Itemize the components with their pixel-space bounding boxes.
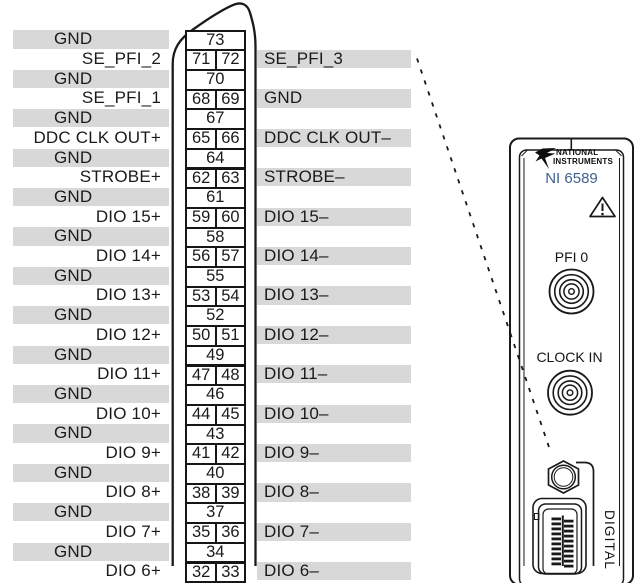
gnd-row-highlight bbox=[13, 267, 169, 285]
left-signal-label: SE_PFI_2 bbox=[0, 50, 161, 68]
gnd-row-highlight bbox=[13, 109, 169, 127]
vhdci-connector-icon bbox=[533, 463, 594, 575]
pin-number: 39 bbox=[215, 485, 243, 503]
pin-number: 50 bbox=[187, 327, 215, 345]
pin-number: 67 bbox=[187, 110, 244, 128]
pin-row bbox=[185, 483, 246, 505]
gnd-row-highlight bbox=[13, 424, 169, 442]
pin-number: 55 bbox=[187, 268, 244, 286]
pin-row bbox=[185, 562, 246, 583]
right-signal-label: DIO 11– bbox=[257, 365, 411, 383]
gnd-row-highlight bbox=[13, 70, 169, 88]
pin-number: 71 bbox=[187, 51, 215, 69]
pin-row bbox=[185, 128, 246, 150]
pin-number: 36 bbox=[215, 524, 243, 542]
gnd-label: GND bbox=[13, 385, 169, 403]
pin-row bbox=[185, 463, 246, 485]
gnd-label: GND bbox=[13, 149, 169, 167]
pfi0-sma-connector-icon bbox=[550, 270, 594, 314]
pin-row bbox=[185, 266, 246, 288]
pin-row bbox=[185, 404, 246, 426]
pfi0-label: PFI 0 bbox=[519, 249, 624, 265]
gnd-label: GND bbox=[13, 543, 169, 561]
right-signal-label: DDC CLK OUT– bbox=[257, 129, 411, 147]
right-signal-label: DIO 14– bbox=[257, 247, 411, 265]
left-signal-label: DDC CLK OUT+ bbox=[0, 129, 161, 147]
pin-row bbox=[185, 148, 246, 170]
left-signal-label: DIO 14+ bbox=[0, 247, 161, 265]
right-signal-label: SE_PFI_3 bbox=[257, 50, 411, 68]
right-signal-label: DIO 9– bbox=[257, 444, 411, 462]
ni-logo-text-line2: INSTRUMENTS bbox=[553, 158, 613, 166]
pin-number: 63 bbox=[215, 170, 243, 188]
gnd-label: GND bbox=[13, 188, 169, 206]
gnd-row-highlight bbox=[13, 385, 169, 403]
pin-row bbox=[185, 49, 246, 71]
pin-number: 43 bbox=[187, 426, 244, 444]
gnd-label: GND bbox=[13, 30, 169, 48]
pin-row bbox=[185, 227, 246, 249]
clock-in-sma-connector-icon bbox=[548, 371, 592, 415]
left-signal-label: DIO 10+ bbox=[0, 405, 161, 423]
pin-number: 38 bbox=[187, 485, 215, 503]
digital-port-label: DIGITAL bbox=[602, 510, 617, 570]
pin-number: 65 bbox=[187, 130, 215, 148]
pin-number: 51 bbox=[215, 327, 243, 345]
pin-number: 33 bbox=[215, 564, 243, 582]
gnd-label: GND bbox=[13, 306, 169, 324]
pin-number: 56 bbox=[187, 248, 215, 266]
gnd-row-highlight bbox=[13, 543, 169, 561]
pin-number: 73 bbox=[187, 32, 244, 50]
gnd-label: GND bbox=[13, 227, 169, 245]
clock-in-label: CLOCK IN bbox=[517, 349, 622, 365]
pin-row bbox=[185, 108, 246, 130]
pin-number: 40 bbox=[187, 465, 244, 483]
pin-number: 41 bbox=[187, 445, 215, 463]
pin-number: 45 bbox=[215, 406, 243, 424]
pin-number: 42 bbox=[215, 445, 243, 463]
pin-number: 48 bbox=[215, 367, 243, 385]
right-signal-label: DIO 7– bbox=[257, 523, 411, 541]
left-signal-label: DIO 9+ bbox=[0, 444, 161, 462]
gnd-label: GND bbox=[13, 109, 169, 127]
pin-number: 46 bbox=[187, 386, 244, 404]
pin-number: 72 bbox=[215, 51, 243, 69]
pin-row bbox=[185, 187, 246, 209]
pin-number: 32 bbox=[187, 564, 215, 582]
right-signal-label: STROBE– bbox=[257, 168, 411, 186]
pin-row bbox=[185, 384, 246, 406]
right-signal-label: GND bbox=[257, 89, 411, 107]
pin-row bbox=[185, 522, 246, 544]
pin-row bbox=[185, 345, 246, 367]
gnd-row-highlight bbox=[13, 503, 169, 521]
pin-number: 68 bbox=[187, 91, 215, 109]
pin-number: 61 bbox=[187, 189, 244, 207]
gnd-row-highlight bbox=[13, 227, 169, 245]
pin-row bbox=[185, 443, 246, 465]
left-signal-label: DIO 7+ bbox=[0, 523, 161, 541]
left-signal-label: DIO 8+ bbox=[0, 483, 161, 501]
pin-row bbox=[185, 325, 246, 347]
right-signal-label: DIO 15– bbox=[257, 208, 411, 226]
pin-row bbox=[185, 502, 246, 524]
pin-number: 52 bbox=[187, 307, 244, 325]
right-signal-label: DIO 13– bbox=[257, 286, 411, 304]
left-signal-label: DIO 13+ bbox=[0, 286, 161, 304]
right-signal-label: DIO 10– bbox=[257, 405, 411, 423]
pin-row bbox=[185, 424, 246, 446]
pin-number: 58 bbox=[187, 229, 244, 247]
device-model-label: NI 6589 bbox=[519, 170, 624, 187]
gnd-label: GND bbox=[13, 464, 169, 482]
pin-row bbox=[185, 542, 246, 564]
left-signal-label: STROBE+ bbox=[0, 168, 161, 186]
pin-number: 34 bbox=[187, 544, 244, 562]
gnd-row-highlight bbox=[13, 346, 169, 364]
left-signal-label: DIO 11+ bbox=[0, 365, 161, 383]
pin-row bbox=[185, 89, 246, 111]
pin-number: 64 bbox=[187, 150, 244, 168]
gnd-row-highlight bbox=[13, 464, 169, 482]
pin-number: 47 bbox=[187, 367, 215, 385]
pin-number: 59 bbox=[187, 209, 215, 227]
pin-number: 62 bbox=[187, 170, 215, 188]
device-artwork bbox=[498, 128, 639, 566]
pin-number: 70 bbox=[187, 71, 244, 89]
warning-triangle-icon bbox=[590, 198, 615, 217]
hex-nut-icon bbox=[549, 461, 579, 493]
pin-row bbox=[185, 168, 246, 190]
gnd-row-highlight bbox=[13, 188, 169, 206]
pin-number: 53 bbox=[187, 288, 215, 306]
pin-number: 49 bbox=[187, 347, 244, 365]
right-signal-label: DIO 12– bbox=[257, 326, 411, 344]
pin-number: 37 bbox=[187, 504, 244, 522]
right-signal-label: DIO 6– bbox=[257, 562, 411, 580]
pin-number: 66 bbox=[215, 130, 243, 148]
gnd-row-highlight bbox=[13, 149, 169, 167]
pin-row bbox=[185, 30, 246, 52]
pin-number: 35 bbox=[187, 524, 215, 542]
gnd-label: GND bbox=[13, 424, 169, 442]
pin-row bbox=[185, 246, 246, 268]
right-signal-label: DIO 8– bbox=[257, 483, 411, 501]
gnd-row-highlight bbox=[13, 30, 169, 48]
left-signal-label: DIO 15+ bbox=[0, 208, 161, 226]
device-front-panel bbox=[498, 128, 639, 566]
gnd-label: GND bbox=[13, 267, 169, 285]
pin-row bbox=[185, 207, 246, 229]
pin-row bbox=[185, 305, 246, 327]
left-signal-label: SE_PFI_1 bbox=[0, 89, 161, 107]
gnd-label: GND bbox=[13, 70, 169, 88]
gnd-label: GND bbox=[13, 503, 169, 521]
pin-number: 57 bbox=[215, 248, 243, 266]
pin-row bbox=[185, 365, 246, 387]
pin-number: 54 bbox=[215, 288, 243, 306]
left-signal-label: DIO 6+ bbox=[0, 562, 161, 580]
pin-number: 44 bbox=[187, 406, 215, 424]
ni-logo-text-line1: NATIONAL bbox=[556, 149, 598, 157]
pin-row bbox=[185, 286, 246, 308]
gnd-label: GND bbox=[13, 346, 169, 364]
pin-row bbox=[185, 69, 246, 91]
pin-number: 69 bbox=[215, 91, 243, 109]
gnd-row-highlight bbox=[13, 306, 169, 324]
left-signal-label: DIO 12+ bbox=[0, 326, 161, 344]
pin-number: 60 bbox=[215, 209, 243, 227]
